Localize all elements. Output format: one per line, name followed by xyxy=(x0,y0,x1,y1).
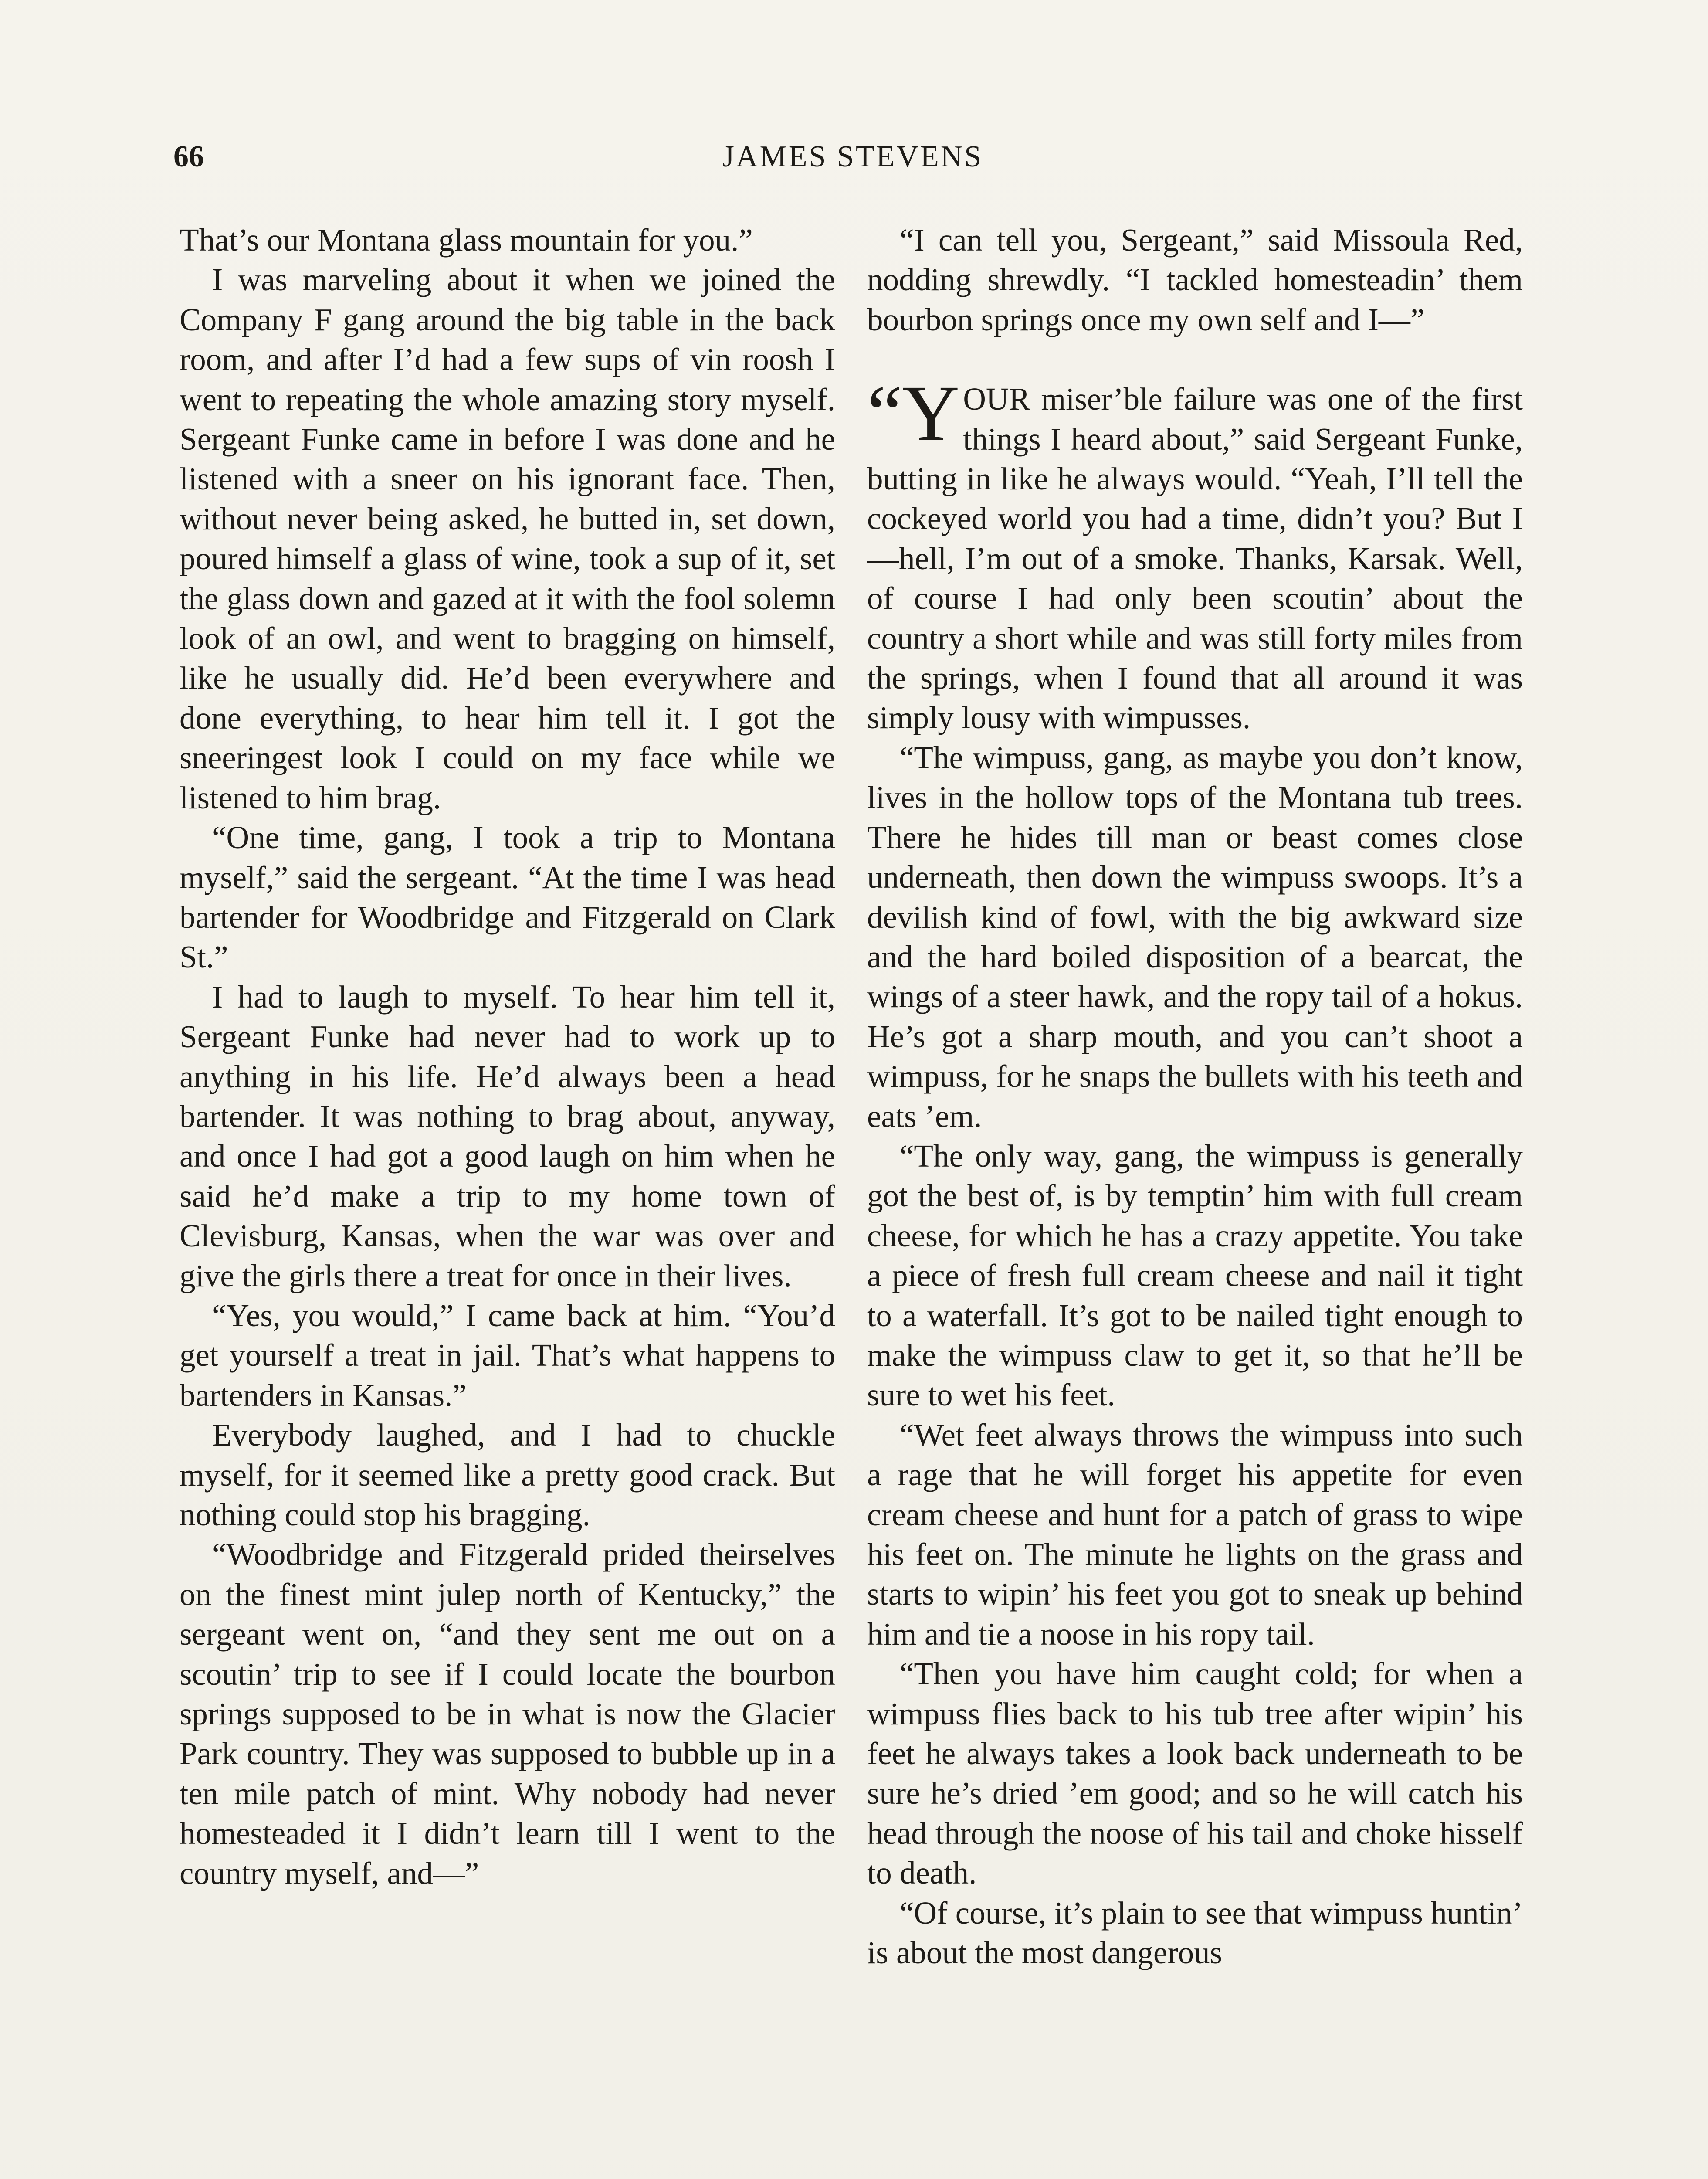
paragraph: “One time, gang, I took a trip to Montana myself,” said the sergeant. “At the time I was head bartender for Woodbridge and Fitzgerald on Clark St.” xyxy=(180,820,835,975)
opening-text: miser’ble failure was one of the first things I heard about,” said Sergeant Funke, butting in like he always would. “Yeah, I’ll tell the cockeyed world you had a time, didn’t you? But I—hell, I’m out of a smoke. Thanks, Karsak. Well, of course I had only been scoutin’ about the country a short while and was still forty miles from the springs, when I found that all around it was simply lousy with wimpusses. xyxy=(867,381,1523,736)
paragraph: I was marveling about it when we joined the Company F gang around the big table in the back room, and after I’d had a few sups of vin roosh I went to repeating the whole amazing story myself. Sergeant Funke came in before I was done and he listened with a sneer on his ignorant face. Then, without never being asked, he butted in, set down, poured himself a glass of wine, took a sup of it, set the glass down and gazed at it with the fool solemn look of an owl, and went to bragging on himself, like he usually did. He’d been everywhere and done everything, to hear him tell it. I got the sneeringest look I could on my face while we listened to him brag. xyxy=(180,262,835,815)
right-text-column xyxy=(867,220,1523,2179)
small-caps-word: OUR xyxy=(963,381,1030,417)
paragraph: “The only way, gang, the wimpuss is generally got the best of, is by temptin’ him with full cream cheese, for which he has a crazy appetite. You take a piece of fresh full cream cheese and nail it tight to a waterfall. It’s got to be nailed tight enough to make the wimpuss claw to get it, so that he’ll be sure to wet his feet. xyxy=(867,1138,1523,1413)
running-head: JAMES STEVENS xyxy=(722,140,983,173)
page-header xyxy=(173,131,1532,183)
page-number: 66 xyxy=(173,140,204,173)
paragraph: “Wet feet always throws the wimpuss into such a rage that he will forget his appetite for even cream cheese and hunt for a patch of grass to wipe his feet on. The minute he lights on the grass and starts to wipin’ his feet you got to sneak up behind him and tie a noose in his ropy tail. xyxy=(867,1417,1523,1652)
paragraph: “Of course, it’s plain to see that wimpuss huntin’ is about the most dangerous xyxy=(867,1895,1523,1971)
paragraph: That’s our Montana glass mountain for you.” xyxy=(180,222,753,258)
drop-cap-letter: Y xyxy=(902,370,960,458)
left-text-column xyxy=(180,220,835,2179)
paragraph: Everybody laughed, and I had to chuckle myself, for it seemed like a pretty good crack. But nothing could stop his bragging. xyxy=(180,1417,835,1532)
paragraph: “The wimpuss, gang, as maybe you don’t know, lives in the hollow tops of the Montana tub trees. There he hides till man or beast comes close underneath, then down the wimpuss swoops. It’s a devilish kind of fowl, with the big awkward size and the hard boiled disposition of a bearcat, the wings of a steer hawk, and the ropy tail of a hokus. He’s got a sharp mouth, and you can’t shoot a wimpuss, for he snaps the bullets with his teeth and eats ’em. xyxy=(867,740,1523,1134)
paragraph: “Woodbridge and Fitzgerald prided theirselves on the finest mint julep north of Kentucky,” the sergeant went on, “and they sent me out on a scoutin’ trip to see if I could locate the bourbon springs supposed to be in what is now the Glacier Park country. They was supposed to bubble up in a ten mile patch of mint. Why nobody had never homesteaded it I didn’t learn till I went to the country myself, and—” xyxy=(180,1537,835,1891)
opening-quote: “ xyxy=(867,370,902,458)
paragraph: I had to laugh to myself. To hear him tell it, Sergeant Funke had never had to work up to anything in his life. He’d always been a head bartender. It was nothing to brag about, anyway, and once I had got a good laugh on him when he said he’d make a trip to my home town of Clevisburg, Kansas, when the war was over and give the girls there a treat for once in their lives. xyxy=(180,979,835,1293)
paragraph: “I can tell you, Sergeant,” said Missoula Red, nodding shrewdly. “I tackled homesteadin’ them bourbon springs once my own self and I—” xyxy=(867,222,1523,337)
section-opening-paragraph xyxy=(867,370,1523,738)
drop-cap xyxy=(867,370,960,458)
paragraph: “Yes, you would,” I came back at him. “You’d get yourself a treat in jail. That’s what happens to bartenders in Kansas.” xyxy=(180,1297,835,1413)
paragraph: “Then you have him caught cold; for when a wimpuss flies back to his tub tree after wipin’ his feet he always takes a look back underneath to be sure he’s dried ’em good; and so he will catch his head through the noose of his tail and choke hisself to death. xyxy=(867,1656,1523,1891)
